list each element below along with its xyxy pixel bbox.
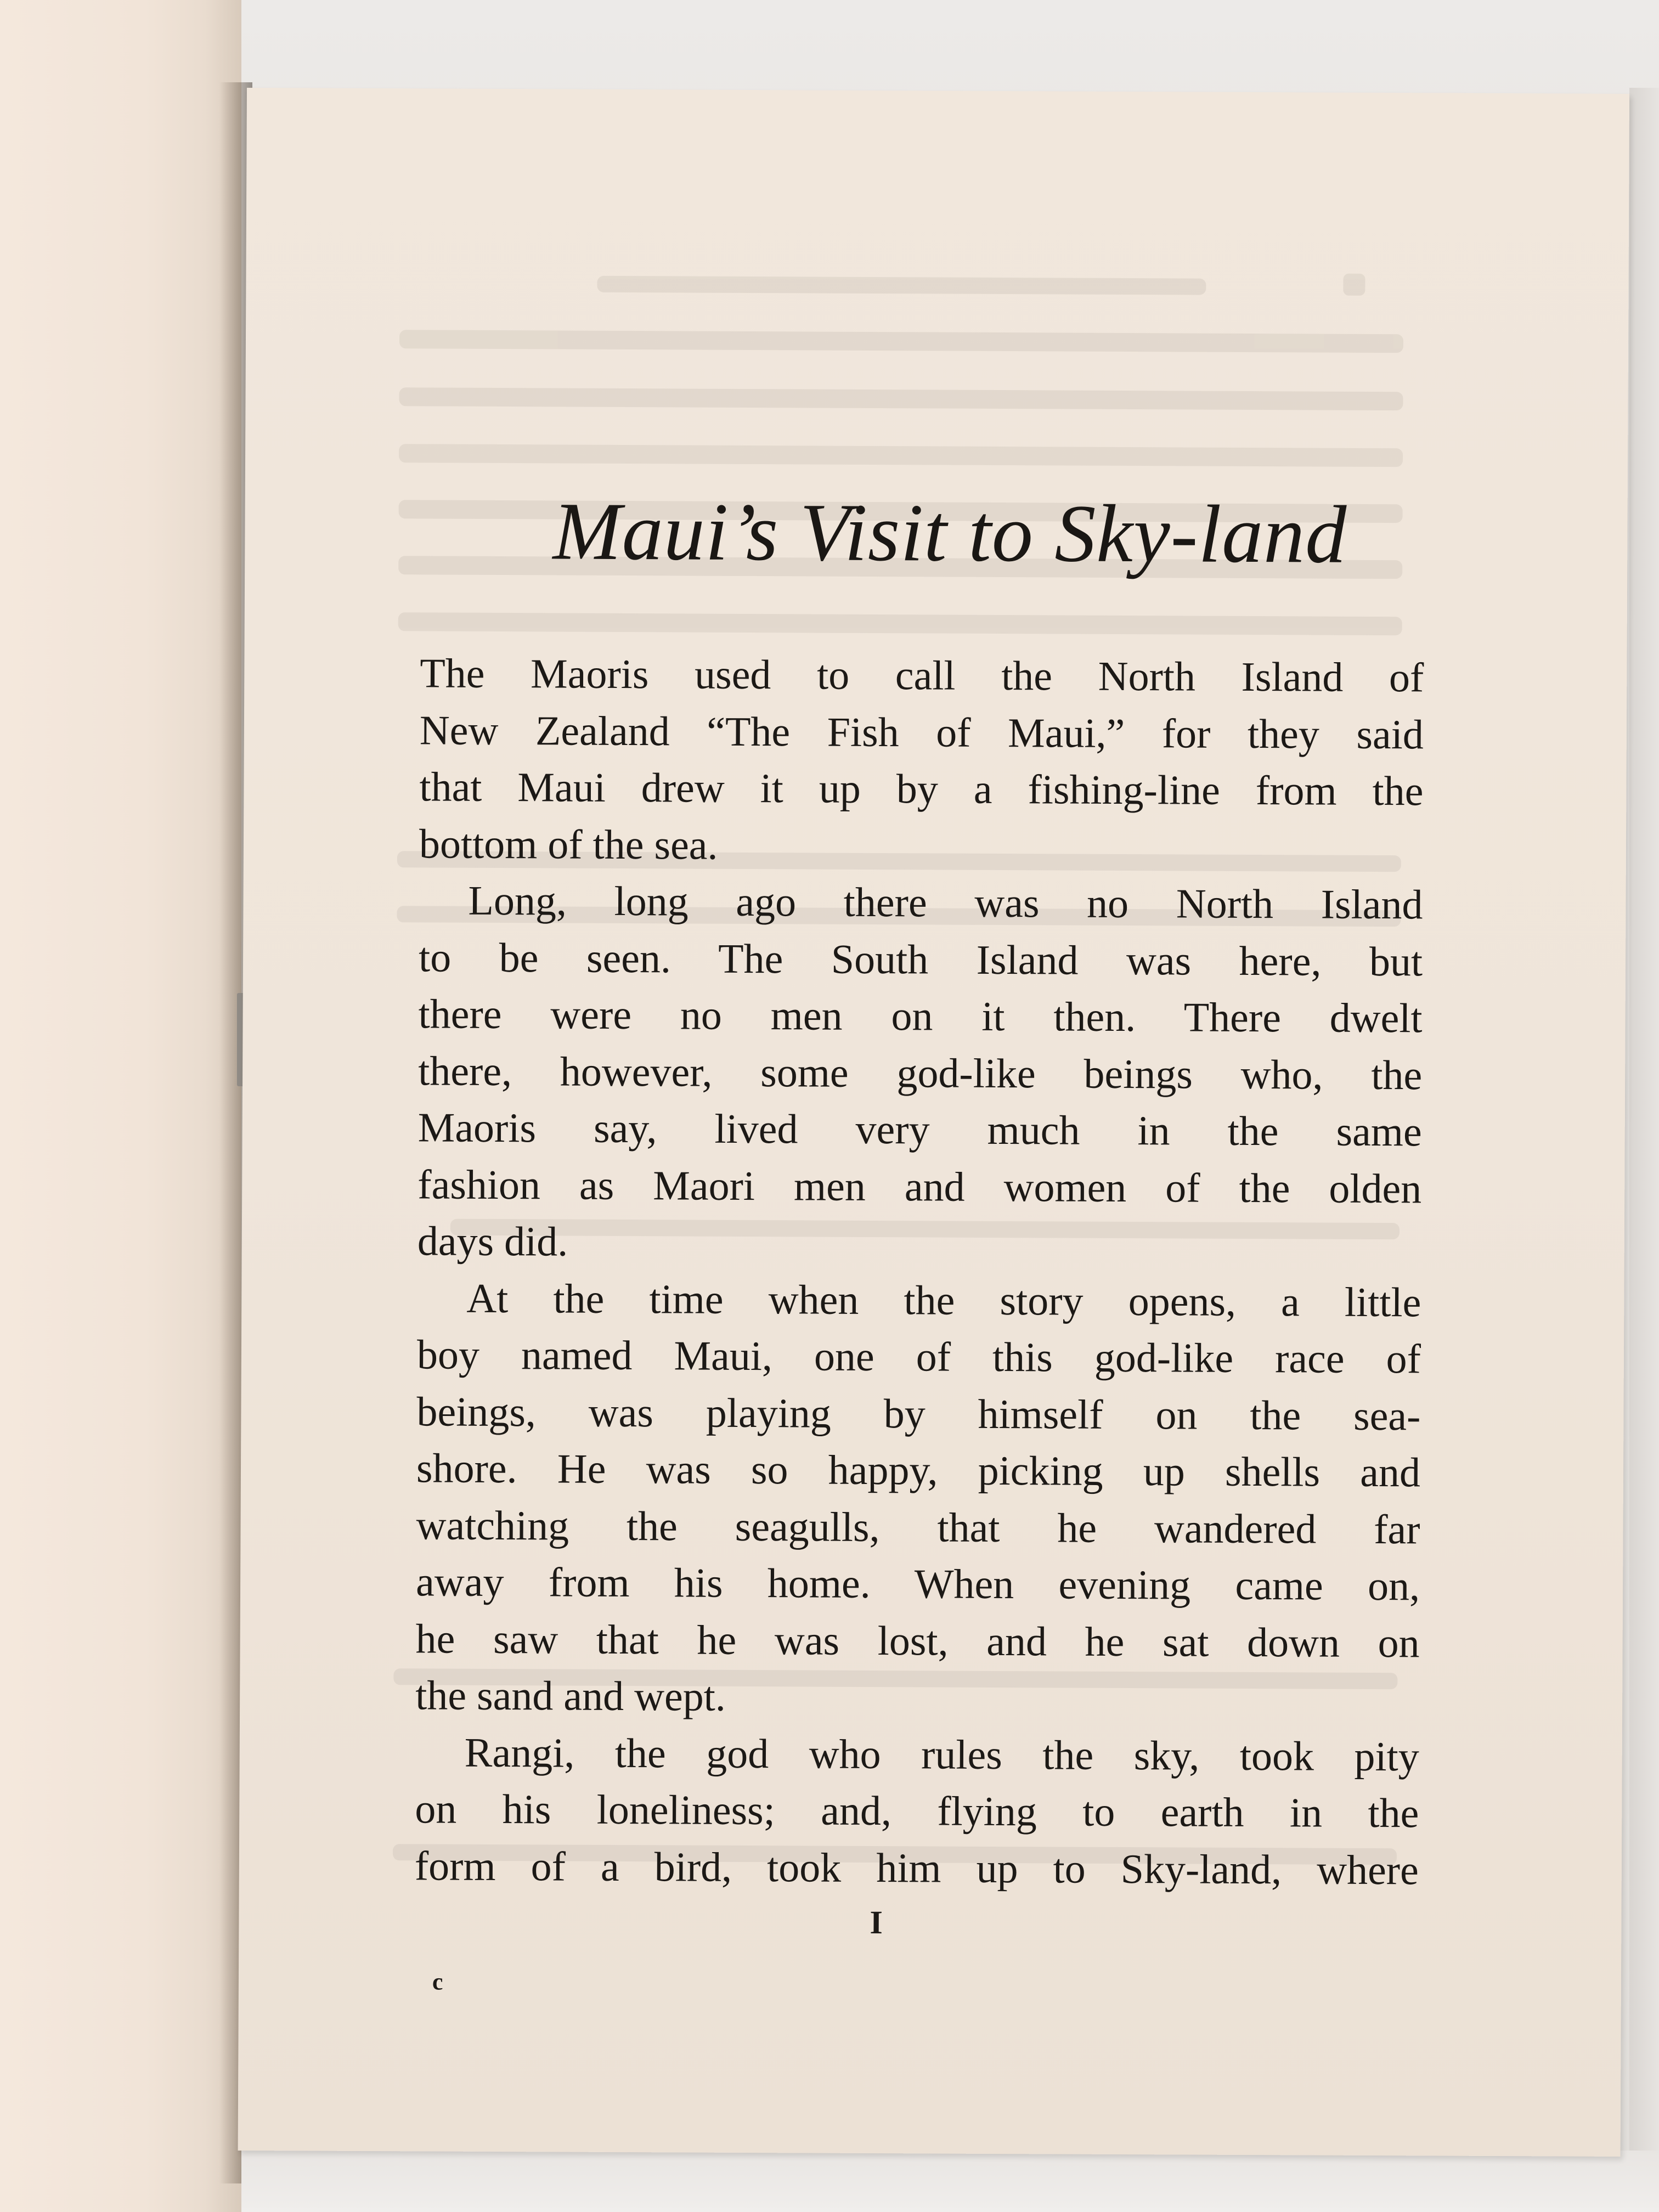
left-facing-page	[0, 0, 241, 2212]
text-line: The Maoris used to call the North Island of	[420, 650, 1424, 701]
book-page	[238, 88, 1629, 2157]
background-strip-right	[1629, 88, 1659, 2212]
background-strip-bottom	[241, 2151, 1659, 2212]
paragraph	[415, 1724, 1419, 1899]
text-line: there were no men on it then. There dwelt	[418, 991, 1423, 1042]
text-line: Long, long ago there was no North Island	[468, 877, 1423, 928]
paragraph	[417, 872, 1423, 1274]
text-line: beings, was playing by himself on the sea-	[416, 1388, 1421, 1439]
body-text	[415, 645, 1424, 1899]
text-line: he saw that he was lost, and he sat down on	[415, 1615, 1420, 1666]
text-line: fashion as Maori men and women of the olden	[417, 1161, 1422, 1212]
text-line: bottom of the sea.	[419, 820, 718, 868]
text-line: away from his home. When evening came on,	[415, 1559, 1420, 1610]
text-line: Rangi, the god who rules the sky, took pity	[464, 1729, 1419, 1780]
text-line: days did.	[417, 1218, 568, 1265]
text-line: shore. He was so happy, picking up shells and	[416, 1445, 1421, 1496]
page-number: I	[870, 1904, 883, 1941]
text-line: watching the seagulls, that he wandered far	[416, 1502, 1420, 1553]
text-line: that Maui drew it up by a fishing-line from the	[419, 764, 1424, 815]
text-line: to be seen. The South Island was here, but	[418, 934, 1423, 985]
text-line: on his loneliness; and, flying to earth in the	[415, 1786, 1419, 1837]
text-line: there, however, some god-like beings who, the	[418, 1047, 1423, 1098]
paragraph	[419, 645, 1424, 877]
paragraph	[415, 1270, 1421, 1729]
text-line: form of a bird, took him up to Sky-land, where	[414, 1842, 1419, 1893]
text-line: Maoris say, lived very much in the same	[417, 1104, 1422, 1155]
text-line: New Zealand “The Fish of Maui,” for they said	[419, 707, 1424, 758]
chapter-title: Maui’s Visit to Sky-land	[552, 486, 1347, 580]
text-line: boy named Maui, one of this god-like race of	[416, 1331, 1421, 1383]
text-line: the sand and wept.	[415, 1672, 726, 1720]
text-line: At the time when the story opens, a little	[466, 1275, 1421, 1325]
signature-mark: c	[432, 1968, 443, 1995]
